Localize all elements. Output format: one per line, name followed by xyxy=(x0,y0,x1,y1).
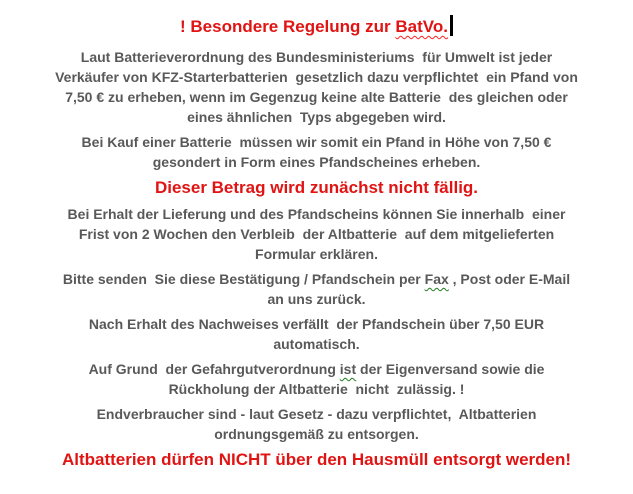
text-line xyxy=(8,47,625,67)
body-paragraph xyxy=(8,359,625,399)
body-paragraph xyxy=(8,314,625,354)
text-line xyxy=(8,107,625,127)
text-segment: eines ähnlichen Typs abgegeben wird. xyxy=(187,109,446,125)
body-paragraph xyxy=(8,269,625,309)
body-paragraph xyxy=(8,47,625,127)
text-line xyxy=(8,244,625,264)
text-segment: Bei Kauf einer Batterie müssen wir somit ein Pfand in Höhe von 7,50 € xyxy=(81,134,552,150)
text-segment: , Post oder E-Mail xyxy=(448,271,571,287)
text-segment: an uns zurück. xyxy=(267,291,366,307)
document-body xyxy=(8,47,625,471)
body-paragraph xyxy=(8,404,625,444)
text-line xyxy=(8,204,625,224)
text-segment: ! Besondere Regelung zur xyxy=(180,17,396,36)
body-paragraph xyxy=(8,132,625,172)
document-title xyxy=(8,15,625,38)
text-segment: Verkäufer von KFZ-Starterbatterien gesetzlich dazu verpflichtet ein Pfand von xyxy=(55,69,578,85)
text-segment: Bei Erhalt der Lieferung und des Pfandscheins können Sie innerhalb einer xyxy=(67,206,566,222)
text-segment: Nach Erhalt des Nachweises verfällt der Pfandschein über 7,50 EUR xyxy=(88,316,545,332)
text-segment: Auf Grund der Gefahrgutverordnung xyxy=(88,361,340,377)
text-line xyxy=(8,334,625,354)
text-segment: Rückholung der Altbatterie nicht zulässig. ! xyxy=(168,381,465,397)
text-cursor xyxy=(450,15,453,36)
text-line xyxy=(8,177,625,199)
text-segment: Formular erklären. xyxy=(255,246,378,262)
text-line xyxy=(8,379,625,399)
text-segment: der Eigenversand sowie die xyxy=(356,361,545,377)
text-segment: Laut Batterieverordnung des Bundesministeriums für Umwelt ist jeder xyxy=(80,49,553,65)
emphasis-paragraph xyxy=(8,177,625,199)
squiggle-marked-word: Fax xyxy=(424,271,449,287)
text-line xyxy=(8,67,625,87)
squiggle-marked-word: ist xyxy=(339,361,357,377)
text-segment: Endverbraucher sind - laut Gesetz - dazu verpflichtet, Altbatterien xyxy=(96,406,537,422)
text-segment: automatisch. xyxy=(273,336,360,352)
text-line xyxy=(8,314,625,334)
text-segment: 7,50 € zu erheben, wenn im Gegenzug keine alte Batterie des gleichen oder xyxy=(65,89,568,105)
text-line xyxy=(8,424,625,444)
squiggle-marked-word: BatVo. xyxy=(395,17,448,36)
text-line xyxy=(8,269,625,289)
text-line xyxy=(8,289,625,309)
text-line xyxy=(8,404,625,424)
text-line xyxy=(8,152,625,172)
body-paragraph xyxy=(8,204,625,264)
text-line xyxy=(8,87,625,107)
text-line xyxy=(8,224,625,244)
text-segment: Altbatterien dürfen NICHT über den Hausmüll entsorgt werden! xyxy=(61,450,572,469)
text-segment: Dieser Betrag wird zunächst nicht fällig. xyxy=(154,178,479,197)
text-line xyxy=(8,449,625,471)
text-segment: ordnungsgemäß zu entsorgen. xyxy=(214,426,419,442)
text-line xyxy=(8,359,625,379)
text-segment: Frist von 2 Wochen den Verbleib der Altbatterie auf dem mitgelieferten xyxy=(78,226,555,242)
text-segment: Bitte senden Sie diese Bestätigung / Pfandschein per xyxy=(62,271,425,287)
text-segment: gesondert in Form eines Pfandscheines erheben. xyxy=(152,154,481,170)
text-line xyxy=(8,132,625,152)
emphasis-paragraph xyxy=(8,449,625,471)
